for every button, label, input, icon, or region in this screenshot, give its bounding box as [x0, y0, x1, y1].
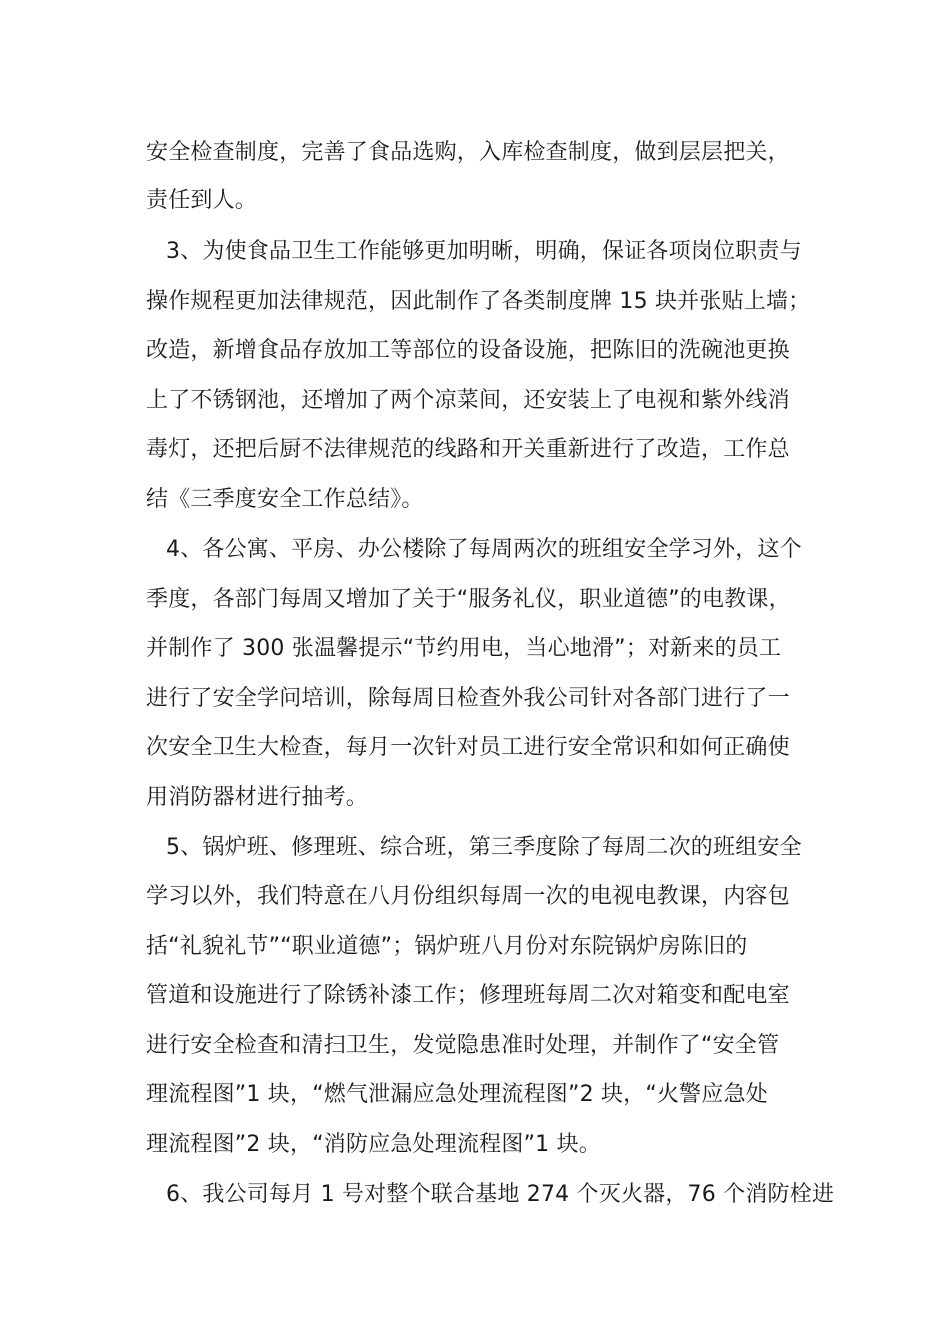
text-line: 责任到人。: [146, 188, 258, 213]
text-line: 季度，各部门每周又增加了关于“服务礼仪，职业道德”的电教课，: [146, 587, 791, 612]
text-line: 4、各公寓、平房、办公楼除了每周两次的班组安全学习外，这个: [166, 537, 802, 562]
text-line: 3、为使食品卫生工作能够更加明晰，明确，保证各项岗位职责与: [166, 239, 802, 264]
text-line: 结《三季度安全工作总结》。: [146, 487, 424, 512]
text-line: 用消防器材进行抽考。: [146, 785, 369, 810]
text-line: 进行了安全学问培训，除每周日检查外我公司针对各部门进行了一: [146, 686, 790, 711]
text-line: 学习以外，我们特意在八月份组织每周一次的电视电教课，内容包: [146, 884, 790, 909]
text-line: 括“礼貌礼节”“职业道德”；锅炉班八月份对东院锅炉房陈旧的: [146, 934, 748, 959]
text-line: 安全检查制度，完善了食品选购，入库检查制度，做到层层把关，: [146, 140, 790, 165]
text-line: 并制作了 300 张温馨提示“节约用电，当心地滑”；对新来的员工: [146, 636, 782, 661]
text-line: 管道和设施进行了除锈补漆工作；修理班每周二次对箱变和配电室: [146, 983, 790, 1008]
text-line: 毒灯，还把后厨不法律规范的线路和开关重新进行了改造，工作总: [146, 437, 790, 462]
text-line: 改造，新增食品存放加工等部位的设备设施，把陈旧的洗碗池更换: [146, 338, 790, 363]
text-line: 6、我公司每月 1 号对整个联合基地 274 个灭火器，76 个消防栓进: [166, 1182, 835, 1207]
text-line: 进行安全检查和清扫卫生，发觉隐患准时处理，并制作了“安全管: [146, 1033, 780, 1058]
text-line: 上了不锈钢池，还增加了两个凉菜间，还安装上了电视和紫外线消: [146, 388, 790, 413]
text-line: 次安全卫生大检查，每月一次针对员工进行安全常识和如何正确使: [146, 735, 790, 760]
text-line: 理流程图”2 块，“消防应急处理流程图”1 块。: [146, 1132, 601, 1157]
text-line: 5、锅炉班、修理班、综合班，第三季度除了每周二次的班组安全: [166, 835, 802, 860]
text-line: 操作规程更加法律规范，因此制作了各类制度牌 15 块并张贴上墙；: [146, 289, 811, 314]
text-line: 理流程图”1 块，“燃气泄漏应急处理流程图”2 块，“火警应急处: [146, 1082, 768, 1107]
